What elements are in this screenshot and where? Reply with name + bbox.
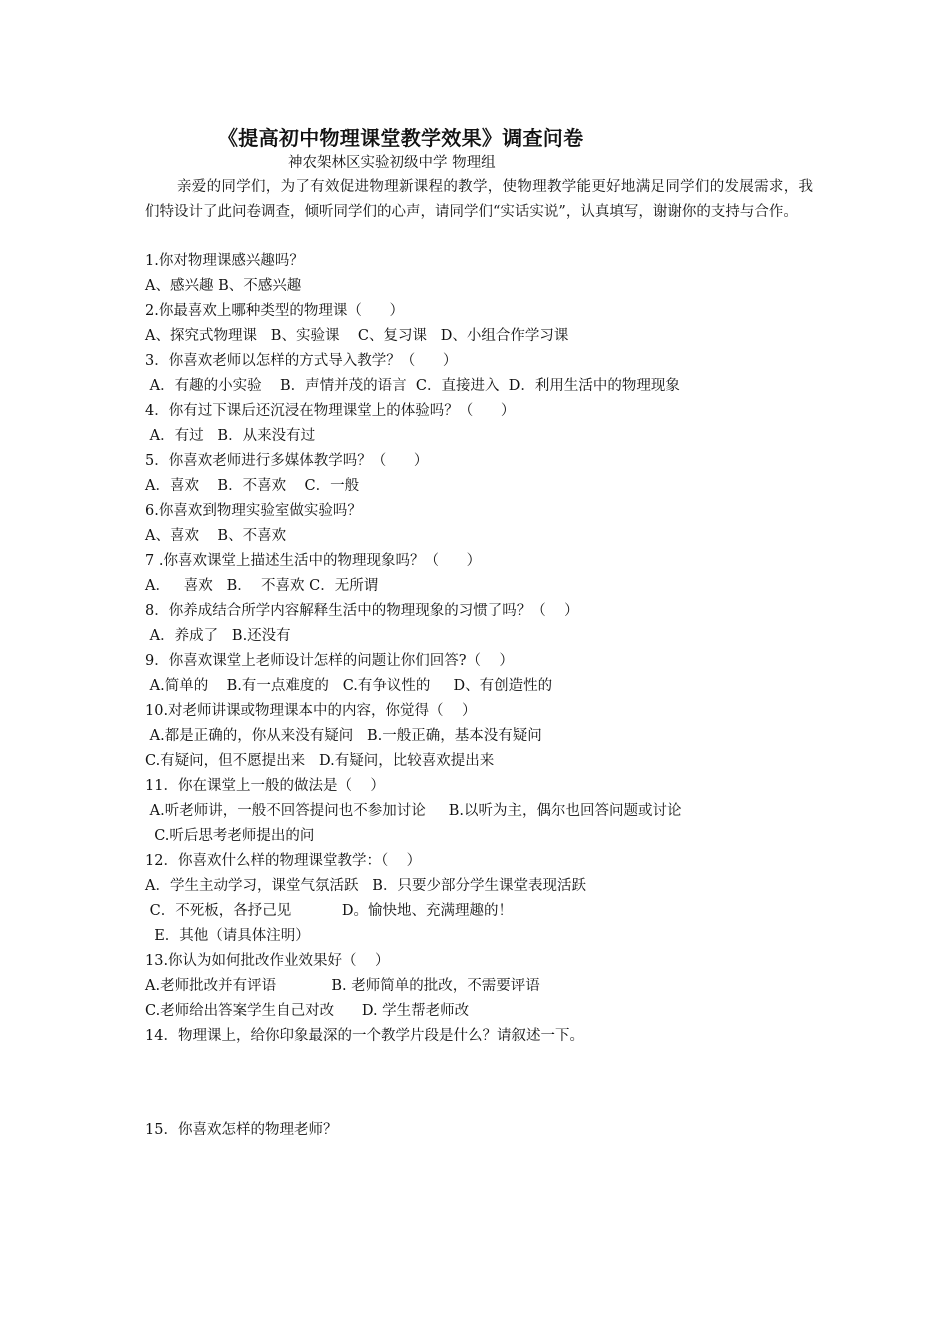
question-4: 4．你有过下课后还沉浸在物理课堂上的体验吗？（ ） <box>145 403 516 419</box>
questionnaire-body <box>145 249 845 1143</box>
question-8-options: A．养成了 B.还没有 <box>145 628 291 644</box>
question-12-options-a-b: A．学生主动学习，课堂气氛活跃 B．只要少部分学生课堂表现活跃 <box>145 878 586 894</box>
question-1-options: A、感兴趣 B、不感兴趣 <box>145 278 302 294</box>
document-title: 《提高初中物理课堂教学效果》调查问卷 <box>218 126 584 150</box>
question-11: 11．你在课堂上一般的做法是（ ） <box>145 778 385 794</box>
question-15: 15．你喜欢怎样的物理老师？ <box>145 1122 338 1138</box>
question-1: 1.你对物理课感兴趣吗？ <box>145 253 304 269</box>
question-5: 5．你喜欢老师进行多媒体教学吗？（ ） <box>145 453 429 469</box>
document-subtitle: 神农架林区实验初级中学 物理组 <box>288 155 496 171</box>
question-2-options: A、探究式物理课 B、实验课 C、复习课 D、小组合作学习课 <box>145 328 569 344</box>
question-12: 12．你喜欢什么样的物理课堂教学：（ ） <box>145 853 422 869</box>
question-10: 10.对老师讲课或物理课本中的内容，你觉得（ ） <box>145 703 477 719</box>
question-12-option-e: E．其他（请具体注明） <box>145 928 310 944</box>
question-11-option-c: C.听后思考老师提出的问 <box>145 828 315 844</box>
question-6: 6.你喜欢到物理实验室做实验吗？ <box>145 503 362 519</box>
question-2: 2.你最喜欢上哪种类型的物理课（ ） <box>145 303 404 319</box>
question-7: 7 .你喜欢课堂上描述生活中的物理现象吗？（ ） <box>145 553 482 569</box>
question-13-options-c-d: C.老师给出答案学生自己对改 D. 学生帮老师改 <box>145 1003 470 1019</box>
question-12-options-c-d: C．不死板，各抒己见 D。愉快地、充满理趣的！ <box>145 903 514 919</box>
question-8: 8．你养成结合所学内容解释生活中的物理现象的习惯了吗？（ ） <box>145 603 579 619</box>
question-3: 3．你喜欢老师以怎样的方式导入教学？（ ） <box>145 353 458 369</box>
question-9: 9．你喜欢课堂上老师设计怎样的问题让你们回答?（ ） <box>145 653 514 669</box>
question-9-options: A.简单的 B.有一点难度的 C.有争议性的 D、有创造性的 <box>145 678 553 694</box>
answer-space <box>145 1049 845 1118</box>
intro-paragraph: 亲爱的同学们，为了有效促进物理新课程的教学，使物理教学能更好地满足同学们的发展需求，我们特设计了此问卷调查，倾听同学们的心声，请同学们“实话实说”，认真填写，谢谢你的支持与合作。 <box>145 179 813 220</box>
question-5-options: A．喜欢 B．不喜欢 C．一般 <box>145 478 360 494</box>
question-13-options-a-b: A.老师批改并有评语 B. 老师简单的批改，不需要评语 <box>145 978 540 994</box>
question-13: 13.你认为如何批改作业效果好（ ） <box>145 953 390 969</box>
question-10-options-a-b: A.都是正确的，你从来没有疑问 B.一般正确，基本没有疑问 <box>145 728 542 744</box>
question-3-options: A．有趣的小实验 B．声情并茂的语言 C．直接进入 D．利用生活中的物理现象 <box>145 378 680 394</box>
question-10-options-c-d: C.有疑问，但不愿提出来 D.有疑问，比较喜欢提出来 <box>145 753 495 769</box>
question-11-options-a-b: A.听老师讲，一般不回答提问也不参加讨论 B.以听为主，偶尔也回答问题或讨论 <box>145 803 682 819</box>
question-14: 14．物理课上，给你印象最深的一个教学片段是什么？请叙述一下。 <box>145 1028 584 1044</box>
question-6-options: A、喜欢 B、不喜欢 <box>145 528 287 544</box>
question-7-options: A． 喜欢 B． 不喜欢 C．无所谓 <box>145 578 379 594</box>
question-4-options: A．有过 B．从来没有过 <box>145 428 316 444</box>
